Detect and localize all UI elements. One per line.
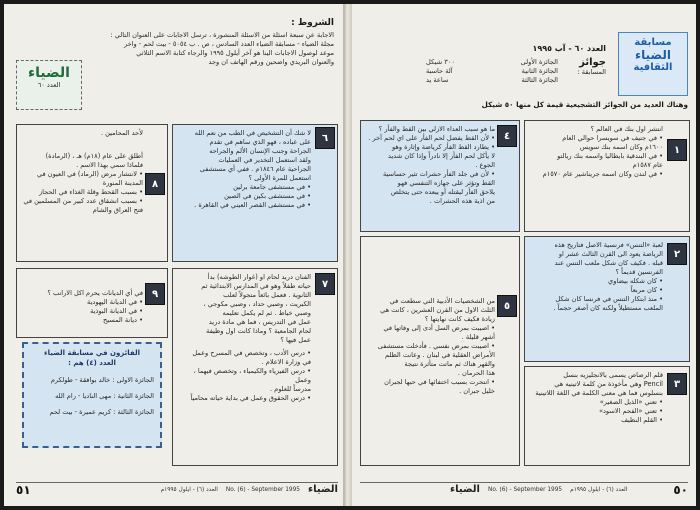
question-5-number: ٥ [497, 295, 517, 317]
q2-line: الرياضة يعود الى القرن الثالث عشر او [558, 250, 663, 258]
q2-option: • منذ ابتكار التنس في فرنسا كان شكل [529, 295, 663, 304]
footer-issue: No. (6) - September 1995 [488, 486, 563, 493]
winner-line: الجائزة الثالثة : كريم عميرة - بيت لحم [49, 408, 154, 416]
q7-option: • درس الأدب ، وتخصص في المسرح وعمل [177, 349, 311, 358]
aldiya-box [16, 60, 82, 110]
q6-line: الجراحة وجنب الإنسان الألم والجراحه [209, 147, 311, 155]
q7-line: وصبي خياط . ثم لم يكمل تعليمه [222, 309, 311, 317]
q7-line: مدرساً للعلوم . [269, 385, 311, 393]
q2-option: • كان مربعاً [529, 286, 663, 295]
prize-label: الجائزة الثالثة [521, 76, 558, 84]
q2-line: قبله . فكيف كان شكل ملعب التنس عند [554, 259, 663, 267]
q4-option: • لأن القط يفضل لحم الفأر على اي لحم آخر . [365, 134, 495, 143]
q3-option: • تعني «الذيل الصغير» [529, 398, 663, 407]
q3-line: Pencil وهي مأخوذة من كلمة لاتينيه هي [554, 380, 663, 388]
left-footer [16, 482, 338, 496]
q8-line: فتح العراق والشام [92, 206, 143, 214]
q5-option: • انتحرت بسبب اختفائها في حبها لجبران [365, 378, 495, 387]
header-issue: العدد ٦٠ - آب ١٩٩٥ [532, 44, 606, 53]
prize-value: ٣٠٠ شيكل [426, 58, 455, 66]
q1-line: انتشر اول بنك في العالم ؟ [590, 125, 663, 133]
q6-line: استعمل للمرة الأولى ؟ [248, 174, 311, 182]
q5-line: زيادة فكيف كانت نهايتها ؟ [424, 315, 495, 323]
q1-option: • في البندقية بايطاليا واسمه بنك ريالتو [529, 152, 663, 161]
q6-option: • في مستشفى القصر العيني في القاهرة . [177, 201, 311, 210]
q7-option: • درس الفيزياء والكيمياء ، وتخصص فيهما ، وعمل [177, 367, 311, 385]
q7-line: عمل فيها ؟ [280, 336, 311, 344]
q7-line: لحام الجامعية ؟ وماذا كانت اول وظيفة [206, 327, 311, 335]
question-6-box [172, 124, 338, 262]
q5-line: هذا الحرمان . [457, 369, 495, 377]
q6-line: لا شك أن التشخيص في الطب من نعم الله [194, 129, 311, 137]
q1-line: عام ١٥٨٧م [632, 161, 663, 169]
q9-line: في أي الديانات يحرم اكل الارانب ؟ [47, 289, 143, 297]
aldiya-issue: العدد ٦٠ [37, 81, 61, 89]
q5-line: من الشخصيات الأدبية التي سطعت في [389, 297, 495, 305]
q5-line: والقهر هناك ثم ماتت متأثرة نتيجة [404, 360, 495, 368]
prizes-note: وهناك العديد من الجوائز التشجيعية قيمة كل منها ٥٠ شيكل [481, 100, 688, 109]
winner-line: الجائزة الاولى : خالد بوافقة - طولكرم [50, 376, 154, 384]
footer-logo: الضياء [450, 484, 480, 495]
conditions-title: الشروط : [291, 18, 334, 28]
q7-line: حياته طفلاً وهو في المدارس الابتدائية ثم [201, 282, 311, 290]
question-2-number: ٢ [667, 243, 687, 265]
q7-line: في وزارة الاعلام . [261, 358, 311, 366]
question-5-box [360, 236, 520, 466]
prize-value: ساعة يد [426, 76, 449, 84]
q8-line: أطلق على عام (١٨م) هـ ، (الرمادة) [45, 152, 143, 160]
footer-arabic-issue: العدد (٦) - ايلول ١٩٩٥م [570, 486, 628, 493]
q7-line: الفنان دريد لحام او (غوار الطوشه) بدأ [207, 273, 311, 281]
question-8-box [16, 124, 168, 262]
left-page [4, 4, 344, 506]
q5-line: خليل جبران . [459, 387, 495, 395]
q3-option: • القلم النظيف [529, 416, 663, 425]
q1-line: ١٦٠٠م وكان اسمه بنك سويس [579, 143, 663, 151]
q4-line: يلاحق الفأر ليقتله أو يبعده حتى يتخلص [390, 188, 495, 196]
question-8-number: ٨ [145, 173, 165, 195]
q8-line: المدينة المنورة [102, 179, 143, 187]
conditions-line: مجلة الضياء - مسابقة الضياء العدد السادس ، ص . ب ٥٠٥٤ - بيت لحم - واخر [123, 40, 334, 48]
q6-line: على عباده ، فهو الذي ساهم في تقدم [209, 138, 311, 146]
gutter [344, 4, 352, 506]
q4-option: • لأن في جلد الفأر حشرات تثير حساسية [365, 170, 495, 179]
q5-option: • اصيبت بمرض السل أدى إلى وفاتها في [365, 324, 495, 333]
prizes-sub: المسابقة : [577, 68, 606, 76]
aldiya-title: الضياء [28, 65, 70, 81]
question-6-number: ٦ [315, 127, 335, 149]
q3-line: بنسلوس فما هي معنى الكلمة في اللغة اللاتينية [535, 389, 663, 397]
q6-option: • في مستشفى بكين في الصين [177, 192, 311, 201]
q2-line: الفرنسين قديماً ؟ [615, 268, 663, 276]
question-7-number: ٧ [315, 273, 335, 295]
magazine-spread [4, 4, 696, 506]
q4-line: ما هو سبب العداء الازلي بين القط والفأر ؟ [378, 125, 495, 133]
q6-line: الجراحية عام ١٨٤٦م . ففي أي مستشفى [199, 165, 311, 173]
prize-label: الجائزة الأولى [520, 58, 558, 66]
page-number: ٥٠ [673, 482, 688, 497]
winners-title: الفائزون في مسابقة الضياء [44, 349, 140, 357]
conditions-line: الاجابة عن سبعة اسئلة من الاسئلة المنشورة ، ترسل الاجابات على العنوان التالي : [110, 31, 334, 39]
q4-line: القط وتؤثر على جهازه التنفسي فهو [397, 179, 495, 187]
banner-line1: مسابقة [634, 37, 672, 48]
banner-line2: الضياء [635, 48, 671, 62]
q2-line: لعبة «التنس» فرنسية الاصل فتاريخ هذه [554, 241, 663, 249]
q4-option: • يطارد القط الفأر كرياضة وإثارة وهو [365, 143, 495, 152]
prizes-label: جوائز [579, 57, 606, 68]
footer-issue: No. (6) - September 1995 [225, 486, 300, 493]
q6-line: ولقد استعمل التخدير في العمليات [218, 156, 311, 164]
q8-option: • لانتشار مرض (الرماد) في العيون في [21, 170, 143, 179]
winner-line: الجائزة الثانية : مهى الناديا - رام الله [55, 392, 154, 400]
q2-line: الملعب مستطيلاً ولكنه كان أصغر حجماً . [553, 304, 663, 312]
q4-line: من اذية هذه الحشرات . [429, 197, 495, 205]
conditions-line: والعنوان البريدي واضحين ورقم الهاتف ان وجد [208, 58, 334, 66]
q5-line: الثلث الاول من القرن العشرين ، كانت هي [380, 306, 495, 314]
conditions-section [84, 18, 334, 67]
q7-line: الثانوية . فعمل بائعاً متجولاً لعلب [223, 291, 311, 299]
q1-option: • في جنيف في سويسرا حوالي العام [529, 134, 663, 143]
contest-banner [618, 32, 688, 96]
prize-label: الجائزة الثانية [521, 67, 558, 75]
question-3-box [524, 366, 690, 466]
right-page [352, 4, 696, 506]
q5-line: أشهر قليلة . [461, 333, 495, 341]
q5-option: • اصيبت بمرض نفسي . فأدخلت مستشفى [365, 342, 495, 351]
question-4-number: ٤ [497, 125, 517, 147]
question-1-box [524, 120, 690, 232]
winners-subtitle: العدد (٤) هم : [68, 359, 116, 367]
right-footer [360, 482, 688, 496]
q1-option: • في لندن وكان اسمه جريناشير عام ١٥٧٠م [529, 170, 663, 179]
footer-logo: الضياء [308, 484, 338, 495]
q5-line: الأمراض العقلية في لبنان . وعانت الظلم [384, 351, 495, 359]
q9-option: • في الديانة البوذية [21, 307, 143, 316]
question-7-box [172, 268, 338, 466]
q8-option: • بسبب انشقاق عدد كبير من المسلمين في [21, 197, 143, 206]
question-2-box [524, 236, 690, 362]
q7-line: عمل في التدريس ، فما هي مادة دريد [208, 318, 311, 326]
footer-arabic-issue: العدد (٦) - ايلول ١٩٩٥م [160, 486, 218, 493]
q7-option: • درس الحقوق وعمل في بداية حياته محامياً [177, 394, 311, 403]
q8-line: فلماذا سمي بهذا الاسم . [76, 161, 143, 169]
question-1-number: ١ [667, 139, 687, 161]
question-9-box [16, 268, 168, 338]
winners-box [22, 342, 162, 448]
q4-line: الجوع . [475, 161, 495, 169]
q6-option: • في مستشفى جامعة برلين [177, 183, 311, 192]
question-9-number: ٩ [145, 283, 165, 305]
question-4-box [360, 120, 520, 232]
q8-heading: لأحد المحامين . [100, 129, 143, 137]
banner-line3: الثقافية [633, 62, 673, 73]
page-number: ٥١ [16, 482, 31, 497]
q3-line: قلم الرصاص يسمى بالانجليزيه بنسل [563, 371, 663, 379]
q2-option: • كان شكله بيضاوي [529, 277, 663, 286]
conditions-line: موعد لوصول الاجابات الينا هو آخر أيلول ١٩٩٥ والرجاء كتابة الاسم الثلاثي [136, 49, 334, 57]
q9-option: • ديانة المسيح [21, 316, 143, 325]
q8-option: • بسبب القحط وقلة الغذاء في الحجاز [21, 188, 143, 197]
prize-value: آلة حاسبة [426, 67, 453, 75]
q3-option: • تعني «الفحم الاسود» [529, 407, 663, 416]
question-3-number: ٣ [667, 373, 687, 395]
q4-line: لا يأكل لحم الفأر إلا نادراً وإذا كان شديد [388, 152, 495, 160]
q7-line: الكبريت ، وصبي حداد ، وصبي مكوجي ، [203, 300, 311, 308]
q9-option: • في الديانة اليهودية [21, 298, 143, 307]
